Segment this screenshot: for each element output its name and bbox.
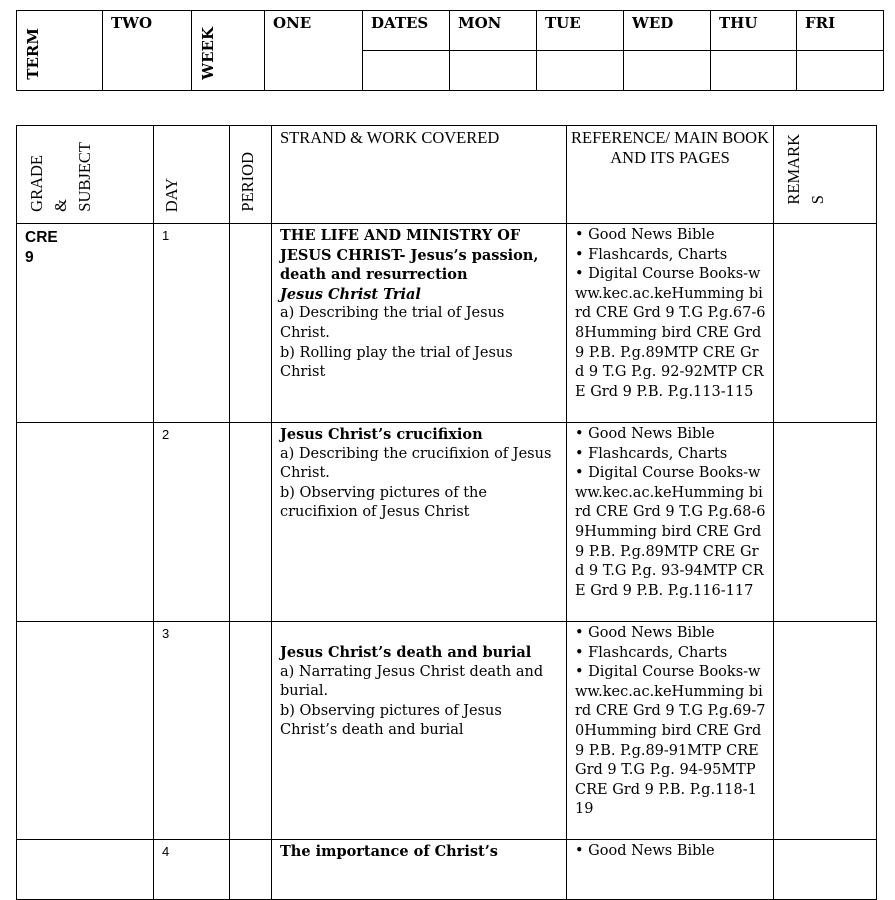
day-wed: WED — [624, 11, 711, 51]
reference-cell — [567, 224, 774, 423]
reference-item: • Digital Course Books-www.kec.ac.keHumming bird CRE Grd 9 T.G P.g.68-69Humming bird CRE Grd 9 P.B. P.g.89MTP CRE Grd 9 T.G P.g. 93-94MTP CRE Grd 9 P.B. P.g.116-117 — [575, 464, 766, 601]
reference-list — [575, 226, 766, 402]
grade-subject-cell — [17, 423, 154, 622]
grade-subject-header-line3: SUBJECT — [75, 142, 95, 212]
reference-item: • Good News Bible — [575, 226, 766, 246]
work-covered-cell — [272, 622, 567, 840]
work-covered-cell — [272, 840, 567, 900]
grade-subject-header — [17, 126, 154, 224]
period-cell — [230, 622, 272, 840]
reference-cell — [567, 423, 774, 622]
lesson-title: Jesus Christ’s death and burial — [280, 644, 532, 661]
remarks-cell — [774, 423, 877, 622]
reference-cell — [567, 622, 774, 840]
period-cell — [230, 423, 272, 622]
reference-item: • Digital Course Books-www.kec.ac.keHumming bird CRE Grd 9 T.G P.g.67-68Humming bird CRE Grd 9 P.B. P.g.89MTP CRE Grd 9 T.G P.g. 92-92MTP CRE Grd 9 P.B. P.g.113-115 — [575, 265, 766, 402]
week-label: WEEK — [199, 27, 217, 80]
work-covered-cell — [272, 423, 567, 622]
day-number: 3 — [154, 622, 230, 840]
lesson-point: b) Observing pictures of the crucifixion of Jesus Christ — [280, 484, 487, 521]
mon-value-cell — [450, 51, 537, 91]
remarks-cell — [774, 622, 877, 840]
table-row — [17, 840, 877, 900]
week-label-cell — [192, 11, 265, 91]
week-value: ONE — [265, 11, 363, 91]
day-fri: FRI — [797, 11, 884, 51]
lesson-title: THE LIFE AND MINISTRY OF JESUS CHRIST- Jesus’s passion, death and resurrection — [280, 227, 539, 284]
grade-subject-header-line2: & — [51, 199, 71, 212]
reference-list — [575, 624, 766, 820]
grade-subject-name: CRE — [25, 229, 58, 246]
grade-subject-cell — [17, 622, 154, 840]
dates-value-cell — [363, 51, 450, 91]
lesson-plan-table — [16, 125, 877, 900]
grade-subject-cell — [17, 840, 154, 900]
table-row — [17, 423, 877, 622]
term-week-header-table — [16, 10, 884, 91]
lesson-point: b) Observing pictures of Jesus Christ’s death and burial — [280, 702, 502, 739]
term-label: TERM — [24, 28, 42, 80]
wed-value-cell — [624, 51, 711, 91]
day-number: 1 — [154, 224, 230, 423]
table-row — [17, 622, 877, 840]
period-header-text: PERIOD — [238, 152, 257, 212]
fri-value-cell — [797, 51, 884, 91]
reference-item: • Good News Bible — [575, 842, 766, 862]
reference-item: • Flashcards, Charts — [575, 644, 766, 664]
period-cell — [230, 840, 272, 900]
reference-item: • Flashcards, Charts — [575, 445, 766, 465]
reference-list — [575, 842, 766, 862]
tue-value-cell — [537, 51, 624, 91]
grade-number: 9 — [25, 248, 34, 266]
reference-item: • Good News Bible — [575, 624, 766, 644]
thu-value-cell — [711, 51, 797, 91]
term-label-cell — [17, 11, 103, 91]
reference-item: • Good News Bible — [575, 425, 766, 445]
work-covered-cell — [272, 224, 567, 423]
remarks-cell — [774, 840, 877, 900]
day-number: 4 — [154, 840, 230, 900]
lesson-point: a) Narrating Jesus Christ death and burial. — [280, 663, 544, 700]
lesson-point: b) Rolling play the trial of Jesus Christ — [280, 344, 513, 381]
day-number: 2 — [154, 423, 230, 622]
day-header-text: DAY — [162, 177, 181, 212]
column-header-row — [17, 126, 877, 224]
reference-list — [575, 425, 766, 601]
remarks-header-line1: REMARK — [784, 134, 803, 205]
remarks-cell — [774, 224, 877, 423]
period-cell — [230, 224, 272, 423]
grade-subject-cell — [17, 224, 154, 423]
day-thu: THU — [711, 11, 797, 51]
strand-header: STRAND & WORK COVERED — [272, 126, 567, 224]
lesson-point: a) Describing the trial of Jesus Christ. — [280, 305, 505, 341]
lesson-title: The importance of Christ’s — [280, 843, 498, 860]
remarks-header-line2: S — [808, 195, 828, 205]
reference-item: • Flashcards, Charts — [575, 246, 766, 266]
lesson-subtitle: Jesus Christ Trial — [280, 285, 421, 303]
reference-cell — [567, 840, 774, 900]
day-mon: MON — [450, 11, 537, 51]
lesson-point: a) Describing the crucifixion of Jesus Christ. — [280, 445, 552, 482]
day-tue: TUE — [537, 11, 624, 51]
dates-label: DATES — [363, 11, 450, 51]
table-row — [17, 224, 877, 423]
day-header — [154, 126, 230, 224]
period-header — [230, 126, 272, 224]
lesson-title: Jesus Christ’s crucifixion — [280, 426, 483, 443]
grade-subject-header-line1: GRADE — [27, 155, 46, 212]
reference-item: • Digital Course Books-www.kec.ac.keHumming bird CRE Grd 9 T.G P.g.69-70Humming bird CRE Grd 9 P.B. P.g.89-91MTP CRE Grd 9 T.G P.g. 94-95MTP CRE Grd 9 P.B. P.g.118-119 — [575, 663, 766, 820]
reference-header: REFERENCE/ MAIN BOOK AND ITS PAGES — [567, 126, 774, 224]
term-value: TWO — [103, 11, 192, 91]
remarks-header — [774, 126, 877, 224]
